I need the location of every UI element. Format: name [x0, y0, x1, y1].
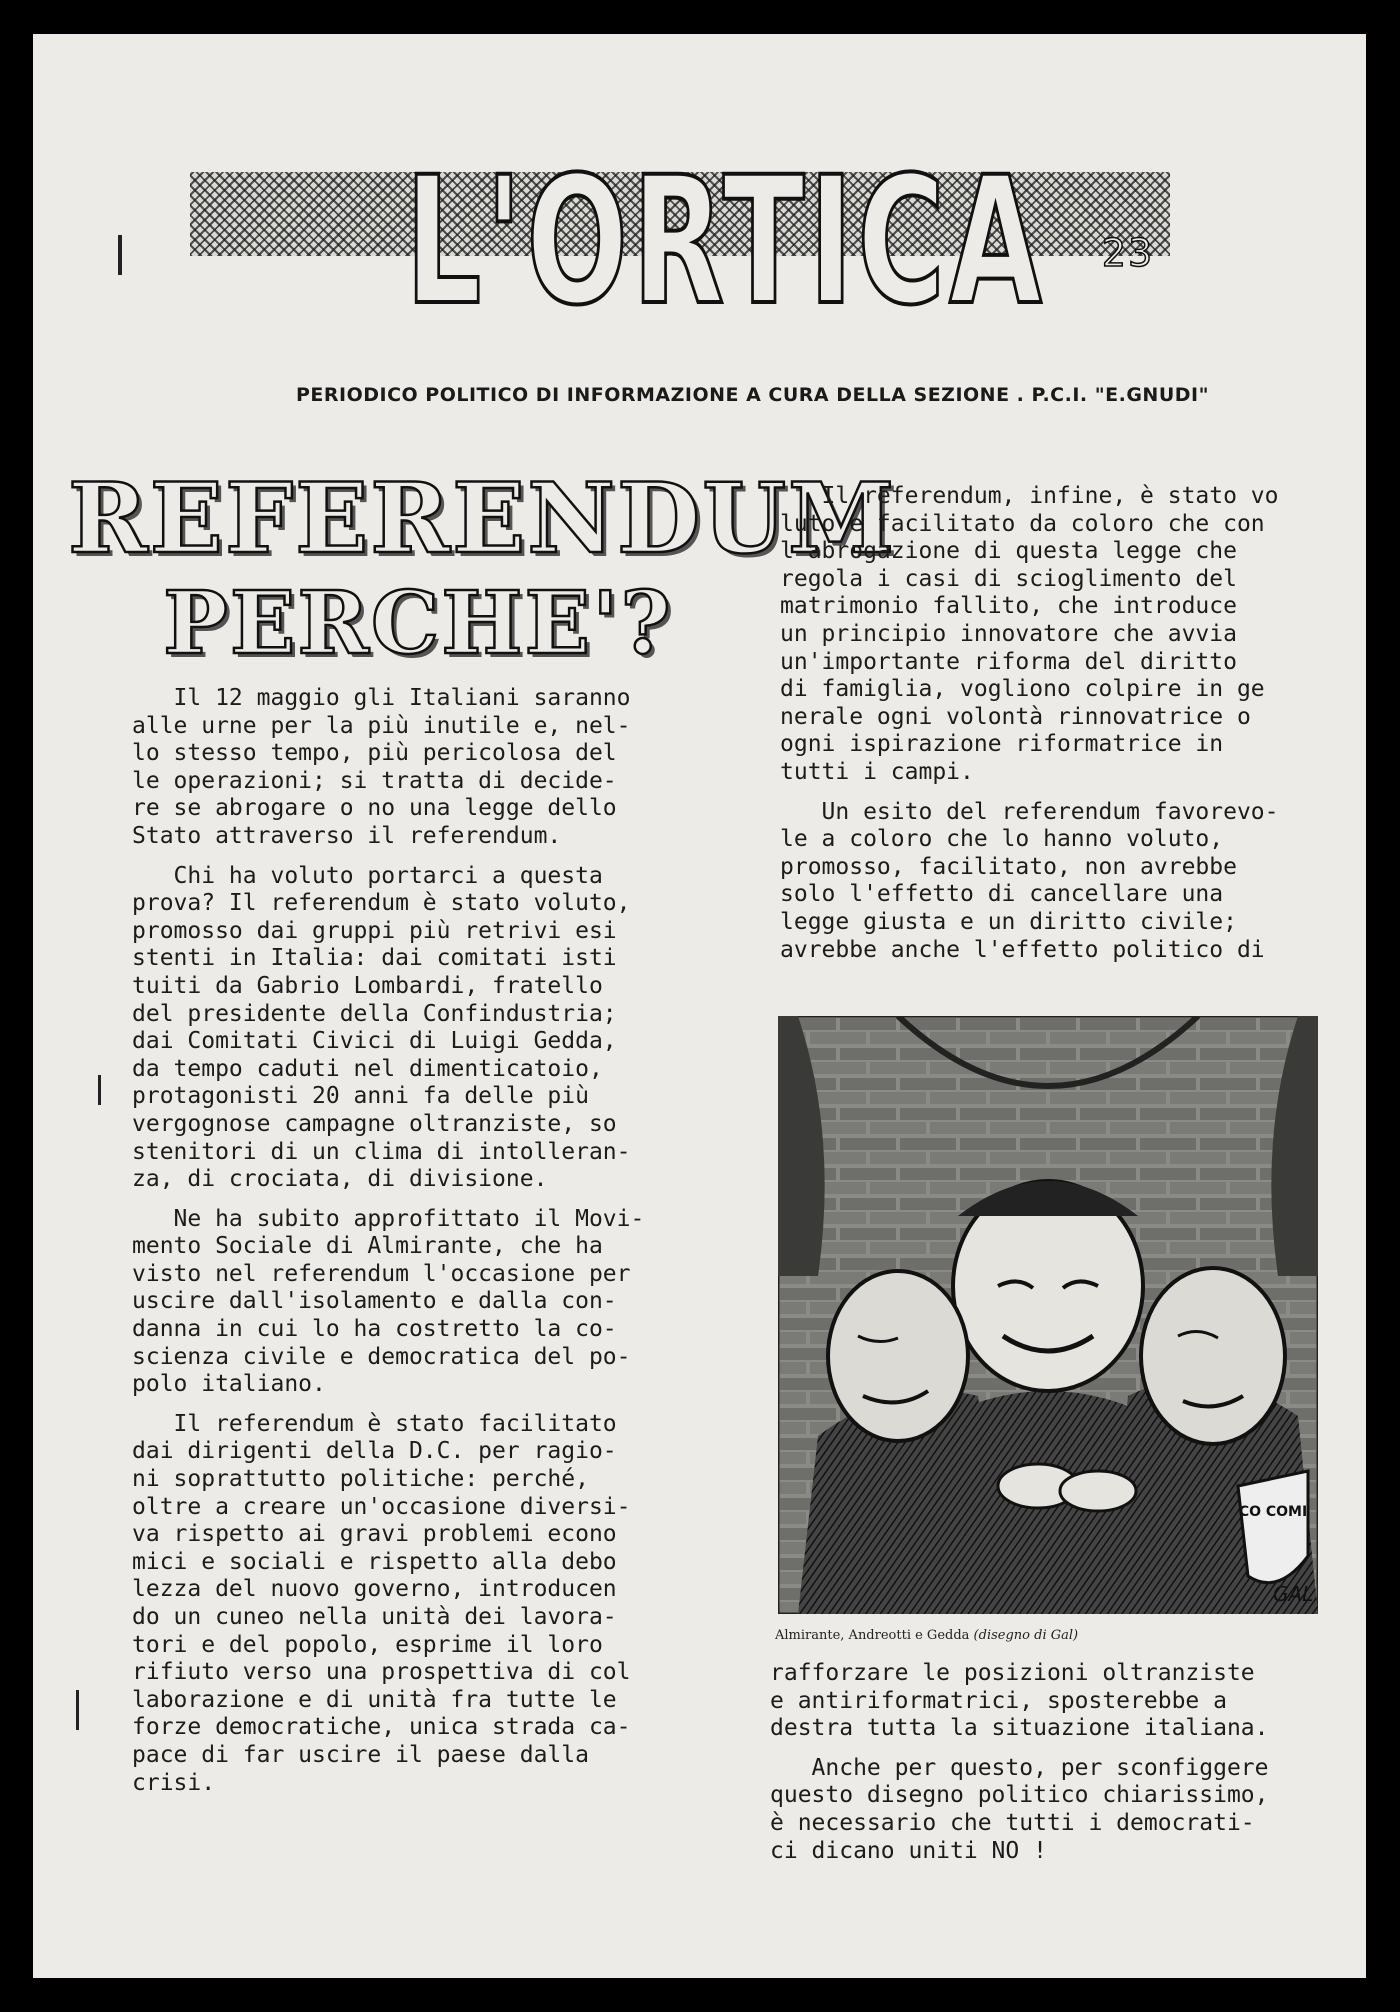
shield-emblem	[1238, 1471, 1308, 1583]
paragraph	[132, 863, 692, 1194]
text-line: Anche per questo, per sconfiggere	[770, 1754, 1269, 1781]
paragraph	[770, 1755, 1340, 1865]
shield-text: CO COMI	[1238, 1504, 1308, 1520]
text-line: del presidente della Confindustria;	[132, 1000, 617, 1027]
text-line: protagonisti 20 anni fa delle più	[132, 1083, 589, 1110]
text-line: regola i casi di scioglimento del	[780, 565, 1237, 592]
text-line: laborazione e di unità fra tutte le	[132, 1686, 617, 1713]
text-line: promosso dai gruppi più retrivi esi	[132, 917, 617, 944]
paragraph	[132, 1206, 692, 1399]
scan-mark	[98, 1075, 101, 1105]
text-line: è necessario che tutti i democrati-	[770, 1809, 1255, 1836]
text-line: Il 12 maggio gli Italiani saranno	[132, 685, 631, 711]
text-line: Chi ha voluto portarci a questa	[132, 862, 603, 889]
paragraph	[132, 1411, 692, 1797]
text-line: nerale ogni volontà rinnovatrice o	[780, 703, 1251, 730]
text-line: legge giusta e un diritto civile;	[780, 908, 1237, 935]
right-column-bottom	[770, 1660, 1340, 1877]
text-line: uscire dall'isolamento e dalla con-	[132, 1288, 617, 1315]
text-line: Ne ha subito approfittato il Movi-	[132, 1205, 645, 1232]
text-line: mici e sociali e rispetto alla debo	[132, 1548, 617, 1575]
text-line: destra tutta la situazione italiana.	[770, 1715, 1269, 1742]
text-line: lo stesso tempo, più pericolosa del	[132, 740, 617, 767]
masthead-title: L'ORTICA	[405, 139, 1046, 344]
text-line: le operazioni; si tratta di decide-	[132, 767, 617, 794]
text-line: l'abrogazione di questa legge che	[780, 538, 1237, 565]
text-line: do un cuneo nella unità dei lavora-	[132, 1604, 617, 1630]
text-line: scienza civile e democratica del po-	[132, 1343, 631, 1370]
text-line: Il referendum è stato facilitato	[132, 1410, 617, 1437]
text-line: questo disegno politico chiarissimo,	[770, 1782, 1269, 1809]
issue-number: 23	[1101, 231, 1155, 275]
scan-mark	[118, 235, 122, 275]
text-line: Il referendum, infine, è stato vo	[780, 483, 1279, 509]
text-line: tuiti da Gabrio Lombardi, fratello	[132, 972, 603, 999]
text-line: va rispetto ai gravi problemi econo	[132, 1521, 617, 1548]
text-line: pace di far uscire il paese dalla	[132, 1741, 589, 1768]
text-line: Stato attraverso il referendum.	[132, 822, 562, 849]
cartoon-signature: GAL	[1273, 1582, 1314, 1606]
text-line: un principio innovatore che avvia	[780, 620, 1237, 647]
text-line: un'importante riforma del diritto	[780, 648, 1237, 675]
paragraph	[770, 1660, 1340, 1743]
paragraph	[780, 483, 1340, 787]
text-line: stenitori di un clima di intolleran-	[132, 1138, 631, 1165]
text-line: tori e del popolo, esprime il loro	[132, 1631, 603, 1658]
text-line: danna in cui lo ha costretto la co-	[132, 1316, 617, 1343]
text-line: e antiriformatrici, sposterebbe a	[770, 1687, 1227, 1714]
text-line: za, di crociata, di divisione.	[132, 1166, 548, 1193]
caption-credit: (disegno di Gal)	[973, 1628, 1079, 1643]
text-line: prova? Il referendum è stato voluto,	[132, 890, 631, 917]
text-line: tutti i campi.	[780, 758, 974, 785]
text-line: di famiglia, vogliono colpire in ge	[780, 676, 1265, 703]
text-line: oltre a creare un'occasione diversi-	[132, 1493, 631, 1520]
text-line: visto nel referendum l'occasione per	[132, 1260, 631, 1287]
text-line: solo l'effetto di cancellare una	[780, 881, 1224, 908]
text-line: mento Sociale di Almirante, che ha	[132, 1233, 603, 1260]
left-column	[132, 685, 692, 1809]
text-line: le a coloro che lo hanno voluto,	[780, 826, 1224, 853]
text-line: ci dicano uniti NO !	[770, 1837, 1047, 1864]
article-headline	[68, 462, 897, 674]
text-line: crisi.	[132, 1769, 216, 1796]
text-line: dai Comitati Civici di Luigi Gedda,	[132, 1028, 617, 1055]
text-line: promosso, facilitato, non avrebbe	[780, 853, 1237, 880]
caption-names: Almirante, Andreotti e Gedda	[775, 1628, 970, 1643]
cartoon-caption	[775, 1628, 1335, 1643]
text-line: matrimonio fallito, che introduce	[780, 593, 1237, 620]
text-line: avrebbe anche l'effetto politico di	[780, 936, 1265, 963]
text-line: vergognose campagne oltranziste, so	[132, 1110, 617, 1137]
cartoon-illustration	[778, 1016, 1318, 1614]
text-line: ogni ispirazione riformatrice in	[780, 731, 1224, 758]
headline-line-2: PERCHE'?	[163, 573, 673, 674]
text-line: stenti in Italia: dai comitati isti	[132, 945, 617, 972]
text-line: da tempo caduti nel dimenticatoio,	[132, 1055, 603, 1082]
text-line: ni soprattutto politiche: perché,	[132, 1466, 589, 1493]
right-column-top	[780, 483, 1340, 976]
text-line: forze democratiche, unica strada ca-	[132, 1714, 631, 1741]
text-line: rafforzare le posizioni oltranziste	[770, 1660, 1255, 1686]
text-line: lezza del nuovo governo, introducen	[132, 1576, 617, 1603]
paragraph	[780, 799, 1340, 965]
masthead-subtitle: PERIODICO POLITICO DI INFORMAZIONE A CURA DELLA SEZIONE . P.C.I. "E.GNUDI"	[296, 384, 1209, 406]
text-line: dai dirigenti della D.C. per ragio-	[132, 1438, 617, 1465]
text-line: alle urne per la più inutile e, nel-	[132, 712, 631, 739]
headline-line-1: REFERENDUM	[68, 462, 897, 575]
text-line: polo italiano.	[132, 1371, 326, 1398]
text-line: luto e facilitato da coloro che con	[780, 510, 1265, 537]
text-line: Un esito del referendum favorevo-	[780, 798, 1279, 825]
text-line: rifiuto verso una prospettiva di col	[132, 1659, 631, 1686]
paragraph	[132, 685, 692, 851]
text-line: re se abrogare o no una legge dello	[132, 795, 617, 822]
scan-mark	[76, 1690, 79, 1730]
